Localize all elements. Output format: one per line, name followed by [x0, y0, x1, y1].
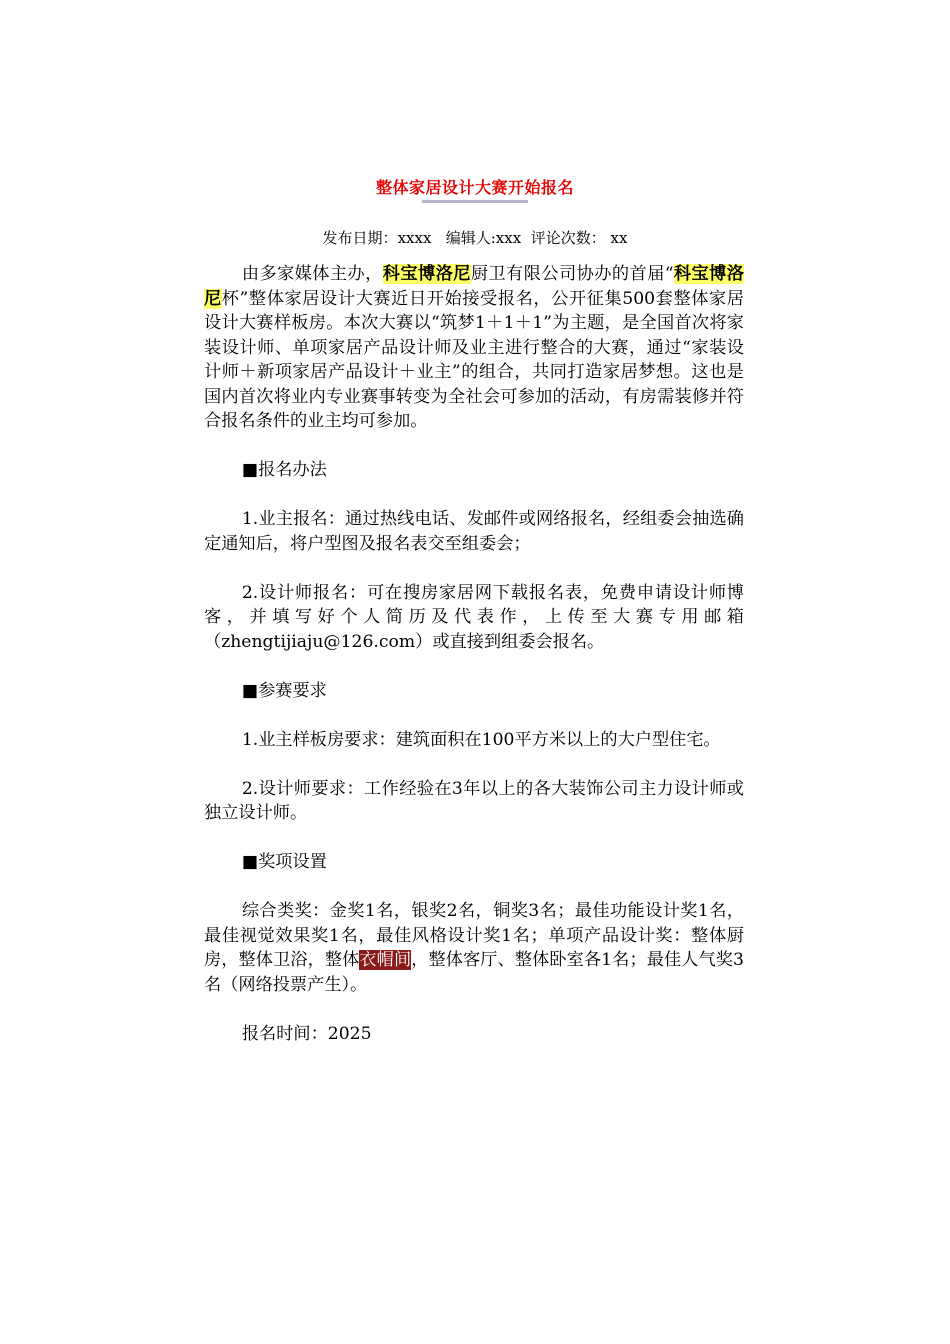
editor-label: 编辑人: — [445, 229, 496, 247]
editor-value: xxx — [495, 229, 522, 247]
signup-heading-text: 报名办法 — [258, 460, 327, 480]
article-meta — [0, 228, 950, 248]
signup-item-owner: 1.业主报名：通过热线电话、发邮件或网络报名，经组委会抽选确定通知后，将户型图及报名表交至组委会； — [204, 509, 744, 554]
comments-label: 评论次数： — [530, 229, 606, 247]
awards-heading — [204, 850, 744, 875]
square-bullet-icon: ■ — [241, 460, 259, 480]
signup-time-value: 2025 — [327, 1023, 372, 1044]
requirements-heading-text: 参赛要求 — [258, 680, 327, 701]
date-value: xxxx — [397, 229, 432, 247]
requirements-item-owner: 1.业主样板房要求：建筑面积在100平方米以上的大户型住宅。 — [241, 729, 721, 750]
requirements-heading — [204, 679, 744, 704]
intro-text-3: 杯”整体家居设计大赛近日开始接受报名，公开征集500套整体家居设计大赛样板房。本次大赛以“筑梦1＋1＋1”为主题，是全国首次将家装设计师、单项家居产品设计师及业主进行整合的大赛，通过“家装设计师＋新项家居产品设计＋业主”的组合，共同打造家居梦想。这也是国内首次将业内专业赛事转变为全社会可参加的活动，有房需装修并符合报名条件的业主均可参加。 — [204, 288, 744, 431]
signup-heading — [204, 458, 744, 483]
wardrobe-highlight: 衣帽间 — [359, 950, 412, 970]
title-container — [0, 176, 950, 200]
awards-text-1: 综合类奖：金奖1名，银奖2名，铜奖3名；最佳功能设计奖1名，最佳视觉效果奖1名，最佳风格设计奖1名；单项产品设计奖：整体厨房，整体卫浴，整体 — [204, 901, 744, 970]
brand-highlight-1: 科宝博洛尼 — [382, 264, 471, 284]
comments-value: xx — [610, 229, 628, 247]
intro-paragraph — [204, 262, 744, 434]
intro-text-2: 厨卫有限公司协办的首届“ — [470, 264, 674, 284]
intro-text-1: 由多家媒体主办， — [241, 264, 383, 284]
article-body — [204, 262, 744, 1071]
awards-text-2: ，整体客厅、整体卧室各1名；最佳人气奖3名（网络投票产生）。 — [204, 950, 744, 995]
awards-heading-text: 奖项设置 — [258, 852, 327, 872]
awards-paragraph — [204, 899, 744, 997]
square-bullet-icon: ■ — [241, 680, 259, 701]
date-label: 发布日期： — [322, 229, 398, 247]
title-underline — [422, 200, 528, 203]
page-title: 整体家居设计大赛开始报名 — [375, 178, 574, 197]
brand-highlight-2: 科宝博洛尼 — [204, 264, 744, 309]
requirements-item-designer: 2.设计师要求：工作经验在3年以上的各大装饰公司主力设计师或独立设计师。 — [204, 778, 744, 823]
signup-time — [204, 1022, 744, 1047]
signup-item-designer: 2.设计师报名：可在搜房家居网下载报名表，免费申请设计师博客，并填写好个人简历及代表作，上传至大赛专用邮箱（zhengtijiaju@126.com）或直接到组委会报名。 — [204, 582, 744, 652]
square-bullet-icon: ■ — [241, 852, 259, 872]
signup-time-label: 报名时间： — [241, 1023, 328, 1044]
